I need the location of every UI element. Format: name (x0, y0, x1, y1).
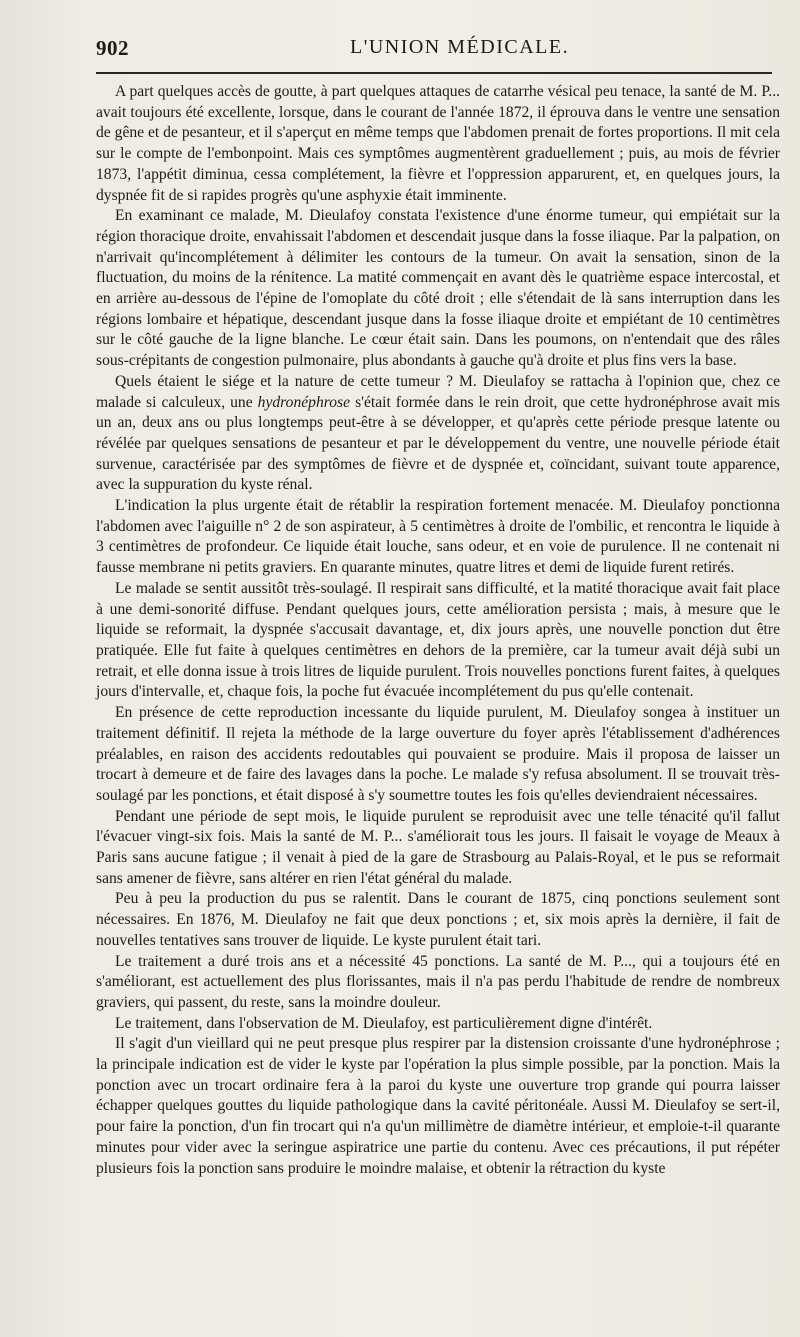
italic-term: hydronéphrose (257, 393, 351, 411)
paragraph: Peu à peu la production du pus se ralentit. Dans le courant de 1875, cinq ponctions seulement sont nécessaires. En 1876, M. Dieulafoy ne fait que deux ponctions ; et, six mois après la dernière, il fait de nouvelles tentatives sans trouver de liquide. Le kyste purulent était tari. (96, 890, 780, 949)
header-rule (96, 72, 772, 74)
paragraph: En examinant ce malade, M. Dieulafoy constata l'existence d'une énorme tumeur, qui empiétait sur la région thoracique droite, envahissait l'abdomen et descendait jusque dans la fosse iliaque. Par la palpation, on n'arrivait qu'incomplétement à délimiter les contours de la tumeur. On avait la sensation, sinon de la fluctuation, du moins de la rénitence. La matité commençait en avant dès le quatrième espace intercostal, et en arrière au-dessous de l'épine de l'omoplate du côté droit ; elle s'étendait de là sans interruption dans les régions lombaire et hépatique, descendant jusque dans la fosse iliaque droite et empiétant de 10 centimètres sur le côté gauche de la ligne blanche. Le cœur était sain. Dans les poumons, on n'entendait que des râles sous-crépitants de congestion pulmonaire, plus abondants à gauche qu'à droite et plus fins vers la base. (96, 207, 780, 370)
paragraph (96, 372, 780, 496)
paragraph: Le traitement a duré trois ans et a nécessité 45 ponctions. La santé de M. P..., qui a toujours été en s'améliorant, est actuellement des plus florissantes, mais il n'a pas perdu l'habitude de rendre de nombreux graviers, qui passent, du reste, sans la moindre douleur. (96, 952, 780, 1011)
paragraph-text: Quels étaient le siége et la nature de cette tumeur ? M. Dieulafoy se rattacha à l'opinion que, chez ce malade si calculeux, une (96, 372, 780, 411)
paragraph: Il s'agit d'un vieillard qui ne peut presque plus respirer par la distension croissante d'une hydronéphrose ; la principale indication est de vider le kyste par l'opération la plus simple possible, par la ponction. Mais la ponction avec un trocart ordinaire fera à la paroi du kyste une ouverture trop grande qui pourra laisser échapper quelques gouttes du liquide pathologique dans la cavité péritonéale. Aussi M. Dieulafoy se sert-il, pour faire la ponction, d'un fin trocart qui n'a qu'un millimètre de diamètre intérieur, et emploie-t-il quarante minutes pour vider avec la seringue aspiratrice une partie du contenu. Avec ces précautions, il put répéter plusieurs fois la ponction sans produire le moindre malaise, et obtenir la rétraction du kyste (96, 1035, 780, 1177)
paragraph: Le malade se sentit aussitôt très-soulagé. Il respirait sans difficulté, et la matité thoracique avait fait place à une demi-sonorité diffuse. Pendant quelques jours, cette amélioration persista ; mais, à mesure que le liquide se reformait, la dyspnée s'accusait davantage, et, dix jours après, une nouvelle ponction dut être pratiquée. Elle fut faite à quelques centimètres en dehors de la première, car la tumeur avait déjà subi un retrait, et elle donna issue à trois litres de liquide purulent. Trois nouvelles ponctions furent faites, à quelques jours d'intervalle, et, chaque fois, la poche fut évacuée incomplétement du pus qu'elle contenait. (96, 579, 780, 701)
paragraph: En présence de cette reproduction incessante du liquide purulent, M. Dieulafoy songea à instituer un traitement définitif. Il rejeta la méthode de la large ouverture du foyer après l'établissement d'adhérences préalables, en raison des accidents redoutables qui pouvaient se produire. Mais il proposa de laisser un trocart à demeure et de faire des lavages dans la poche. Le malade s'y refusa absolument. Il se trouvait très-soulagé par les ponctions, et était disposé à s'y soumettre toutes les fois qu'elles deviendraient nécessaires. (96, 704, 780, 804)
page-number: 902 (96, 36, 129, 60)
paragraph: A part quelques accès de goutte, à part quelques attaques de catarrhe vésical peu tenace, la santé de M. P... avait toujours été excellente, lorsque, dans le courant de l'année 1872, il éprouva dans le ventre une sensation de gêne et de pesanteur, et il s'aperçut en même temps que l'abdomen prenait de fortes proportions. Il mit cela sur le compte de l'embonpoint. Mais ces symptômes augmentèrent graduellement ; puis, au mois de février 1873, l'appétit diminua, cessa complétement, la fièvre et l'oppression apparurent, et, en quelques jours, la dyspnée fit de si rapides progrès qu'une asphyxie était imminente. (96, 83, 780, 204)
body-text (96, 82, 780, 1179)
page-header (96, 36, 676, 66)
paragraph: L'indication la plus urgente était de rétablir la respiration fortement menacée. M. Dieulafoy ponctionna l'abdomen avec l'aiguille n° 2 de son aspirateur, à 5 centimètres à droite de l'ombilic, et rencontra le liquide à 3 centimètres de profondeur. Ce liquide était louche, sans odeur, et en voie de purulence. Il ne contenait ni fausse membrane ni petits graviers. En quarante minutes, quatre litres et demi de liquide furent retirés. (96, 497, 780, 577)
paragraph: Pendant une période de sept mois, le liquide purulent se reproduisit avec une telle ténacité qu'il fallut l'évacuer vingt-six fois. Mais la santé de M. P... s'améliorait tous les jours. Il faisait le voyage de Meaux à Paris sans aucune fatigue ; il venait à pied de la gare de Strasbourg au Palais-Royal, et le pus se reformait sans amener de fièvre, sans altérer en rien l'état général du malade. (96, 807, 780, 887)
paragraph-text: s'était formée dans le rein droit, que cette hydronéphrose avait mis un an, deux ans ou plus longtemps peut-être à se développer, et qu'après cette période presque latente ou révélée par quelques sensations de pesanteur et par le développement du ventre, une nouvelle période était survenue, caractérisée par des symptômes de fièvre et de dyspnée et, coïncidant, suivant toute apparence, avec la suppuration du kyste rénal. (96, 393, 780, 494)
running-title: L'UNION MÉDICALE. (350, 36, 570, 58)
paragraph: Le traitement, dans l'observation de M. Dieulafoy, est particulièrement digne d'intérêt. (115, 1014, 653, 1032)
